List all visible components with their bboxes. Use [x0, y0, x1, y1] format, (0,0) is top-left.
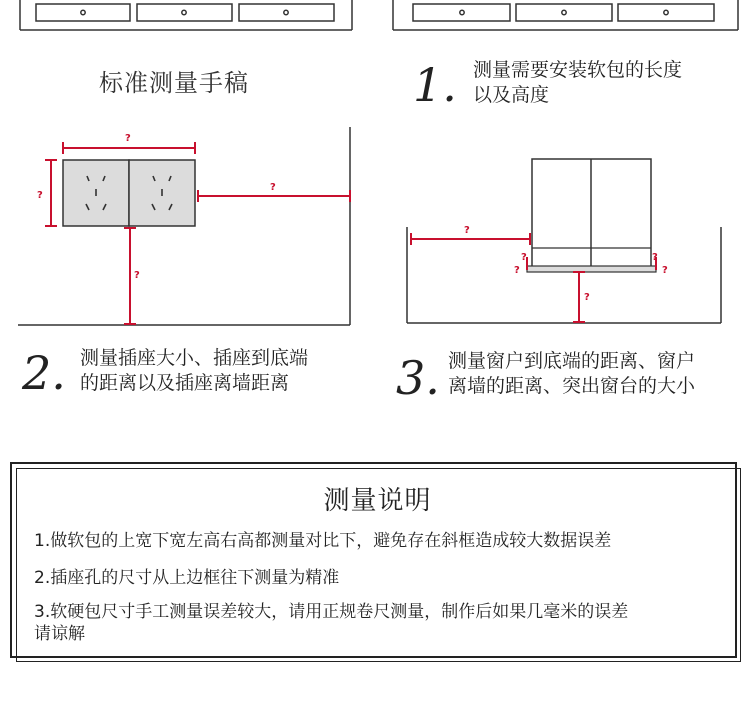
note-item-3: 3.软硬包尺寸手工测量误差较大，请用正规卷尺测量，制作后如果几毫米的误差: [34, 602, 629, 622]
step-3-text: [448, 349, 695, 399]
page-title: 标准测量手稿: [99, 69, 249, 97]
note-item-3-cont: 请谅解: [34, 624, 85, 644]
dim-window-wall: ?: [464, 225, 470, 236]
dim-sill-right-top: ?: [652, 252, 658, 263]
dim-sill-left-top: ?: [521, 252, 527, 263]
dim-sill-right: ?: [662, 265, 668, 276]
note-item-1: 1.做软包的上宽下宽左高右高都测量对比下，避免存在斜框造成较大数据误差: [34, 531, 612, 551]
dim-socket-height: ?: [37, 190, 43, 201]
dim-sill-left: ?: [514, 265, 520, 276]
step-1-text: [473, 58, 682, 108]
socket-diagram: [18, 127, 350, 325]
step-1-line-1: 测量需要安装软包的长度: [473, 59, 683, 81]
notes-title-wrap: [16, 480, 739, 517]
cabinet-top-right: [393, 0, 738, 30]
dim-socket-width: ?: [125, 133, 131, 144]
step-2-number: 2.: [22, 346, 66, 400]
dim-socket-floor: ?: [134, 270, 140, 281]
dim-socket-wall: ?: [270, 182, 276, 193]
step-2-line-2: 的距离以及插座离墙距离: [80, 372, 290, 394]
step-3-line-2: 离墙的距离、突出窗台的大小: [448, 375, 696, 397]
notes-title: 测量说明: [323, 486, 432, 516]
window-diagram: [407, 159, 721, 323]
step-3-line-1: 测量窗户到底端的距离、窗户: [448, 350, 696, 372]
step-1-number: 1.: [413, 58, 457, 112]
dim-window-floor: ?: [584, 292, 590, 303]
step-1-line-2: 以及高度: [473, 84, 550, 106]
step-3-number: 3.: [396, 351, 440, 405]
cabinet-top-left: [20, 0, 352, 30]
step-2-line-1: 测量插座大小、插座到底端: [80, 347, 309, 369]
note-item-2: 2.插座孔的尺寸从上边框往下测量为精准: [34, 568, 340, 588]
window-sill: [527, 266, 656, 272]
step-2-text: [80, 346, 308, 396]
